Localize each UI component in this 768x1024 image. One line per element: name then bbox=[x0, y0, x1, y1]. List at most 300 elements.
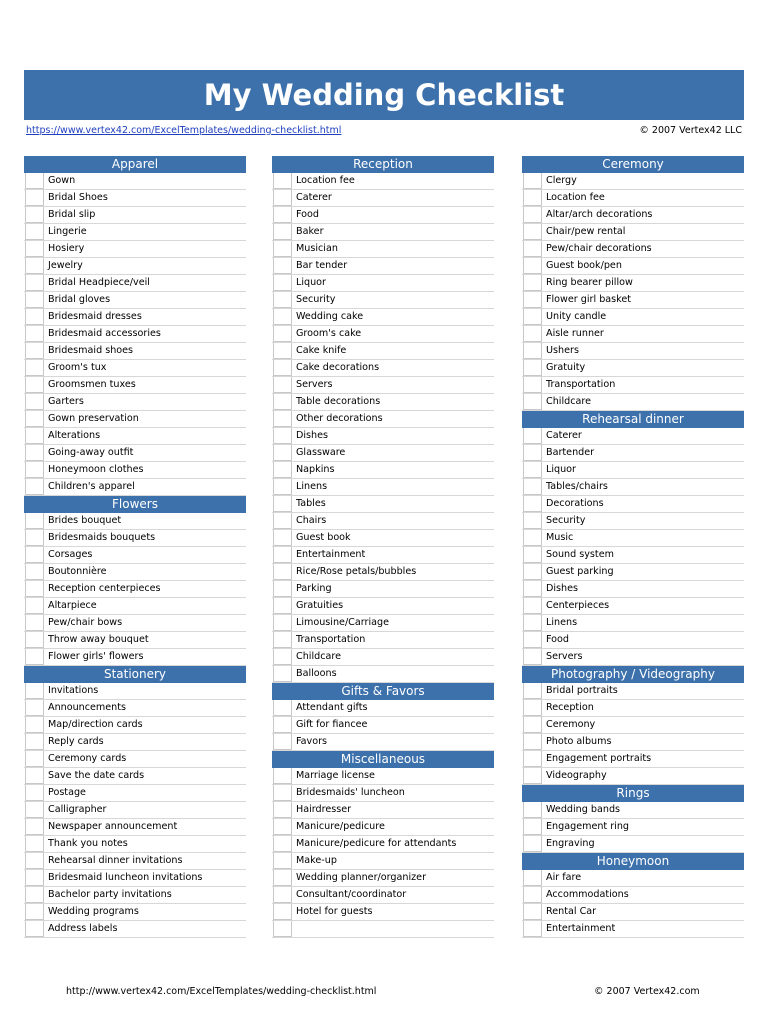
checklist-row bbox=[24, 870, 246, 887]
checkbox-cell[interactable] bbox=[273, 496, 292, 512]
checklist-item-label: Invitations bbox=[48, 685, 99, 696]
checklist-row bbox=[272, 581, 494, 598]
checkbox-cell[interactable] bbox=[273, 819, 292, 835]
checkbox-cell[interactable] bbox=[523, 360, 542, 376]
checklist-row bbox=[272, 887, 494, 904]
checklist-item-label: Bridal gloves bbox=[48, 294, 111, 305]
checklist-item-label: Honeymoon clothes bbox=[48, 464, 144, 475]
checklist-row bbox=[272, 615, 494, 632]
checkbox-cell[interactable] bbox=[523, 513, 542, 529]
checklist-row bbox=[522, 394, 744, 411]
checklist-item-label: Location fee bbox=[546, 192, 605, 203]
checkbox-cell[interactable] bbox=[523, 207, 542, 223]
checklist-item-label: Chairs bbox=[296, 515, 327, 526]
footer-url: http://www.vertex42.com/ExcelTemplates/wedding-checklist.html bbox=[66, 986, 377, 997]
checkbox-cell[interactable] bbox=[25, 768, 44, 784]
checklist-row bbox=[24, 853, 246, 870]
checkbox-cell[interactable] bbox=[523, 496, 542, 512]
checklist-item-label: Wedding programs bbox=[48, 906, 139, 917]
section-header: Rings bbox=[522, 785, 744, 802]
checkbox-cell[interactable] bbox=[25, 513, 44, 529]
checkbox-cell[interactable] bbox=[25, 394, 44, 410]
checklist-item-label: Childcare bbox=[546, 396, 591, 407]
checkbox-cell[interactable] bbox=[273, 258, 292, 274]
checkbox-cell[interactable] bbox=[523, 734, 542, 750]
checklist-row bbox=[272, 734, 494, 751]
checkbox-cell[interactable] bbox=[25, 921, 44, 937]
checkbox-cell[interactable] bbox=[25, 445, 44, 461]
checklist-row bbox=[24, 462, 246, 479]
checklist-row bbox=[522, 207, 744, 224]
checkbox-cell[interactable] bbox=[523, 241, 542, 257]
checklist-row bbox=[272, 326, 494, 343]
checkbox-cell[interactable] bbox=[523, 564, 542, 580]
checkbox-cell[interactable] bbox=[523, 921, 542, 937]
checkbox-cell[interactable] bbox=[25, 802, 44, 818]
checklist-row bbox=[24, 513, 246, 530]
section-header: Stationery bbox=[24, 666, 246, 683]
checkbox-cell[interactable] bbox=[523, 258, 542, 274]
checkbox-cell[interactable] bbox=[25, 649, 44, 665]
checkbox-cell[interactable] bbox=[25, 377, 44, 393]
checkbox-cell[interactable] bbox=[523, 462, 542, 478]
checklist-item-label: Altar/arch decorations bbox=[546, 209, 653, 220]
checklist-item-label: Entertainment bbox=[546, 923, 616, 934]
checklist-item-label: Gratuity bbox=[546, 362, 586, 373]
checklist-column-3 bbox=[522, 156, 744, 938]
checklist-item-label: Engagement ring bbox=[546, 821, 630, 832]
checklist-row bbox=[24, 207, 246, 224]
checklist-item-label: Corsages bbox=[48, 549, 93, 560]
checkbox-cell[interactable] bbox=[25, 224, 44, 240]
checklist-item-label: Wedding planner/organizer bbox=[296, 872, 427, 883]
checklist-item-label: Glassware bbox=[296, 447, 346, 458]
checkbox-cell[interactable] bbox=[25, 581, 44, 597]
checklist-row bbox=[522, 377, 744, 394]
checklist-row bbox=[522, 224, 744, 241]
checkbox-cell[interactable] bbox=[273, 768, 292, 784]
checklist-item-label: Table decorations bbox=[296, 396, 381, 407]
checklist-row bbox=[522, 462, 744, 479]
checkbox-cell[interactable] bbox=[273, 836, 292, 852]
checklist-item-label: Marriage license bbox=[296, 770, 375, 781]
checklist-row bbox=[522, 513, 744, 530]
checklist-row bbox=[272, 564, 494, 581]
checklist-item-label: Flower girl basket bbox=[546, 294, 632, 305]
checklist-row bbox=[522, 479, 744, 496]
checklist-item-label: Engagement portraits bbox=[546, 753, 652, 764]
checklist-item-label: Bartender bbox=[546, 447, 595, 458]
checklist-row bbox=[272, 394, 494, 411]
checklist-row bbox=[24, 581, 246, 598]
checklist-item-label: Guest parking bbox=[546, 566, 614, 577]
checkbox-cell[interactable] bbox=[273, 530, 292, 546]
checklist-item-label: Food bbox=[546, 634, 570, 645]
checkbox-cell[interactable] bbox=[273, 785, 292, 801]
checkbox-cell[interactable] bbox=[273, 479, 292, 495]
checklist-row bbox=[24, 564, 246, 581]
checklist-row bbox=[272, 462, 494, 479]
checklist-item-label: Groomsmen tuxes bbox=[48, 379, 136, 390]
checkbox-cell[interactable] bbox=[523, 819, 542, 835]
header-copyright: © 2007 Vertex42 LLC bbox=[639, 125, 742, 136]
checklist-row bbox=[24, 700, 246, 717]
checkbox-cell[interactable] bbox=[273, 394, 292, 410]
checklist-item-label: Alterations bbox=[48, 430, 101, 441]
checkbox-cell[interactable] bbox=[273, 173, 292, 189]
checklist-section bbox=[272, 156, 494, 683]
checkbox-cell[interactable] bbox=[523, 292, 542, 308]
checklist-row bbox=[522, 751, 744, 768]
header-link[interactable]: https://www.vertex42.com/ExcelTemplates/wedding-checklist.html bbox=[26, 125, 342, 136]
checklist-column-2 bbox=[272, 156, 494, 938]
checklist-item-label: Cake knife bbox=[296, 345, 347, 356]
checklist-row bbox=[522, 615, 744, 632]
checkbox-cell[interactable] bbox=[273, 377, 292, 393]
checklist-section bbox=[24, 156, 246, 496]
checklist-item-label: Manicure/pedicure bbox=[296, 821, 385, 832]
checkbox-cell[interactable] bbox=[523, 581, 542, 597]
checkbox-cell[interactable] bbox=[523, 173, 542, 189]
checklist-row bbox=[522, 309, 744, 326]
checkbox-cell[interactable] bbox=[25, 853, 44, 869]
checklist-row bbox=[272, 360, 494, 377]
checkbox-cell[interactable] bbox=[523, 445, 542, 461]
checklist-row bbox=[24, 921, 246, 938]
checkbox-cell[interactable] bbox=[273, 428, 292, 444]
checklist-row bbox=[24, 479, 246, 496]
checklist-item-label: Linens bbox=[296, 481, 328, 492]
checkbox-cell[interactable] bbox=[25, 615, 44, 631]
checkbox-cell[interactable] bbox=[273, 581, 292, 597]
checklist-row bbox=[24, 241, 246, 258]
checkbox-cell[interactable] bbox=[523, 683, 542, 699]
section-header: Flowers bbox=[24, 496, 246, 513]
checkbox-cell[interactable] bbox=[523, 530, 542, 546]
checklist-item-label: Security bbox=[296, 294, 336, 305]
checklist-item-label: Reception centerpieces bbox=[48, 583, 161, 594]
checklist-row bbox=[522, 530, 744, 547]
checkbox-cell[interactable] bbox=[273, 207, 292, 223]
checkbox-cell[interactable] bbox=[273, 513, 292, 529]
section-header: Ceremony bbox=[522, 156, 744, 173]
checkbox-cell[interactable] bbox=[25, 241, 44, 257]
checklist-item-label: Servers bbox=[546, 651, 583, 662]
checkbox-cell[interactable] bbox=[523, 802, 542, 818]
checklist-item-label: Save the date cards bbox=[48, 770, 145, 781]
checkbox-cell[interactable] bbox=[273, 887, 292, 903]
checklist-row bbox=[272, 190, 494, 207]
checkbox-cell[interactable] bbox=[273, 632, 292, 648]
checkbox-cell[interactable] bbox=[25, 547, 44, 563]
checklist-row bbox=[522, 683, 744, 700]
section-header: Gifts & Favors bbox=[272, 683, 494, 700]
checklist-item-label: Musician bbox=[296, 243, 338, 254]
checklist-row bbox=[24, 377, 246, 394]
checklist-row bbox=[24, 598, 246, 615]
checkbox-cell[interactable] bbox=[25, 564, 44, 580]
checkbox-cell[interactable] bbox=[273, 717, 292, 733]
section-header: Reception bbox=[272, 156, 494, 173]
checkbox-cell[interactable] bbox=[523, 870, 542, 886]
checklist-item-label: Dishes bbox=[546, 583, 579, 594]
checkbox-cell[interactable] bbox=[523, 700, 542, 716]
checkbox-cell[interactable] bbox=[25, 479, 44, 495]
checkbox-cell[interactable] bbox=[25, 717, 44, 733]
checklist-row bbox=[522, 887, 744, 904]
checkbox-cell[interactable] bbox=[523, 632, 542, 648]
checkbox-cell[interactable] bbox=[25, 598, 44, 614]
checklist-row bbox=[24, 530, 246, 547]
checklist-item-label: Clergy bbox=[546, 175, 577, 186]
checkbox-cell[interactable] bbox=[25, 870, 44, 886]
checklist-item-label: Guest book/pen bbox=[546, 260, 622, 271]
checklist-row bbox=[272, 275, 494, 292]
checkbox-cell[interactable] bbox=[523, 598, 542, 614]
checklist-item-label: Rice/Rose petals/bubbles bbox=[296, 566, 417, 577]
checklist-row bbox=[24, 343, 246, 360]
checklist-column-1 bbox=[24, 156, 246, 938]
checkbox-cell[interactable] bbox=[25, 462, 44, 478]
checklist-row bbox=[272, 445, 494, 462]
checkbox-cell[interactable] bbox=[273, 292, 292, 308]
checkbox-cell[interactable] bbox=[273, 802, 292, 818]
checklist-item-label: Gown bbox=[48, 175, 76, 186]
checklist-item-label: Bridesmaids' luncheon bbox=[296, 787, 405, 798]
checkbox-cell[interactable] bbox=[273, 326, 292, 342]
checkbox-cell[interactable] bbox=[273, 649, 292, 665]
checklist-item-label: Chair/pew rental bbox=[546, 226, 626, 237]
checklist-item-label: Bridal portraits bbox=[546, 685, 618, 696]
checkbox-cell[interactable] bbox=[25, 632, 44, 648]
checklist-item-label: Manicure/pedicure for attendants bbox=[296, 838, 457, 849]
checklist-item-label: Parking bbox=[296, 583, 332, 594]
checklist-section bbox=[522, 785, 744, 853]
checklist-item-label: Caterer bbox=[296, 192, 332, 203]
checklist-item-label: Bridal Headpiece/veil bbox=[48, 277, 150, 288]
checklist-item-label: Linens bbox=[546, 617, 578, 628]
checklist-section bbox=[522, 156, 744, 411]
checkbox-cell[interactable] bbox=[273, 564, 292, 580]
checklist-item-label: Address labels bbox=[48, 923, 118, 934]
checklist-item-label: Wedding bands bbox=[546, 804, 621, 815]
checkbox-cell[interactable] bbox=[25, 411, 44, 427]
checklist-item-label: Ushers bbox=[546, 345, 579, 356]
checkbox-cell[interactable] bbox=[25, 326, 44, 342]
checklist-row bbox=[272, 428, 494, 445]
checklist-row bbox=[272, 802, 494, 819]
checkbox-cell[interactable] bbox=[523, 887, 542, 903]
checkbox-cell[interactable] bbox=[523, 904, 542, 920]
checklist-item-label: Bridesmaid shoes bbox=[48, 345, 134, 356]
checklist-item-label: Ring bearer pillow bbox=[546, 277, 633, 288]
checklist-row bbox=[24, 292, 246, 309]
checkbox-cell[interactable] bbox=[25, 207, 44, 223]
checkbox-cell[interactable] bbox=[273, 615, 292, 631]
checkbox-cell[interactable] bbox=[25, 785, 44, 801]
checklist-item-label: Announcements bbox=[48, 702, 127, 713]
checklist-item-label: Bridal slip bbox=[48, 209, 96, 220]
checklist-item-label: Rental Car bbox=[546, 906, 597, 917]
checklist-item-label: Ceremony cards bbox=[48, 753, 127, 764]
checkbox-cell[interactable] bbox=[25, 309, 44, 325]
checkbox-cell[interactable] bbox=[523, 428, 542, 444]
checkbox-cell[interactable] bbox=[273, 360, 292, 376]
checklist-item-label: Transportation bbox=[546, 379, 616, 390]
checkbox-cell[interactable] bbox=[25, 343, 44, 359]
checklist-item-label: Servers bbox=[296, 379, 333, 390]
checklist-row bbox=[272, 224, 494, 241]
checklist-row bbox=[522, 547, 744, 564]
checklist-row bbox=[272, 649, 494, 666]
checkbox-cell[interactable] bbox=[273, 462, 292, 478]
checkbox-cell[interactable] bbox=[25, 292, 44, 308]
checklist-item-label: Music bbox=[546, 532, 574, 543]
checkbox-cell[interactable] bbox=[25, 904, 44, 920]
checklist-row bbox=[24, 258, 246, 275]
checklist-item-label: Bridesmaids bouquets bbox=[48, 532, 156, 543]
checkbox-cell[interactable] bbox=[273, 666, 292, 682]
checklist-row bbox=[24, 836, 246, 853]
checkbox-cell[interactable] bbox=[273, 904, 292, 920]
checkbox-cell[interactable] bbox=[25, 819, 44, 835]
checklist-item-label: Guest book bbox=[296, 532, 351, 543]
checklist-item-label: Newspaper announcement bbox=[48, 821, 178, 832]
checklist-row bbox=[24, 309, 246, 326]
checklist-item-label: Make-up bbox=[296, 855, 337, 866]
checklist-row bbox=[24, 819, 246, 836]
checklist-row bbox=[272, 785, 494, 802]
checkbox-cell[interactable] bbox=[523, 190, 542, 206]
checkbox-cell[interactable] bbox=[25, 751, 44, 767]
checklist-row bbox=[522, 649, 744, 666]
checkbox-cell[interactable] bbox=[273, 190, 292, 206]
checkbox-cell[interactable] bbox=[273, 309, 292, 325]
checkbox-cell[interactable] bbox=[523, 343, 542, 359]
checkbox-cell[interactable] bbox=[25, 258, 44, 274]
checkbox-cell[interactable] bbox=[523, 615, 542, 631]
checkbox-cell[interactable] bbox=[523, 751, 542, 767]
checkbox-cell[interactable] bbox=[523, 326, 542, 342]
footer-copyright: © 2007 Vertex42.com bbox=[594, 986, 700, 997]
checklist-item-label: Favors bbox=[296, 736, 328, 747]
checkbox-cell[interactable] bbox=[523, 275, 542, 291]
checkbox-cell[interactable] bbox=[25, 683, 44, 699]
checkbox-cell[interactable] bbox=[25, 428, 44, 444]
checkbox-cell[interactable] bbox=[273, 275, 292, 291]
checkbox-cell[interactable] bbox=[25, 700, 44, 716]
checklist-row bbox=[272, 632, 494, 649]
checkbox-cell[interactable] bbox=[273, 445, 292, 461]
checklist-item-label: Engraving bbox=[546, 838, 595, 849]
checklist-row bbox=[24, 275, 246, 292]
checkbox-cell[interactable] bbox=[523, 224, 542, 240]
checklist-row bbox=[522, 904, 744, 921]
checklist-row bbox=[24, 547, 246, 564]
checklist-row bbox=[24, 768, 246, 785]
checklist-item-label: Childcare bbox=[296, 651, 341, 662]
checkbox-cell[interactable] bbox=[523, 377, 542, 393]
checklist-row bbox=[522, 343, 744, 360]
checkbox-cell[interactable] bbox=[273, 853, 292, 869]
checkbox-cell[interactable] bbox=[523, 768, 542, 784]
checkbox-cell[interactable] bbox=[273, 411, 292, 427]
checklist-row bbox=[272, 666, 494, 683]
checkbox-cell[interactable] bbox=[523, 836, 542, 852]
checklist-item-label: Napkins bbox=[296, 464, 335, 475]
checkbox-cell[interactable] bbox=[523, 717, 542, 733]
checklist-row bbox=[272, 836, 494, 853]
checklist-row bbox=[272, 241, 494, 258]
checklist-item-label: Rehearsal dinner invitations bbox=[48, 855, 183, 866]
checklist-row bbox=[522, 190, 744, 207]
checklist-row bbox=[272, 309, 494, 326]
checkbox-cell[interactable] bbox=[25, 275, 44, 291]
checkbox-cell[interactable] bbox=[273, 700, 292, 716]
checklist-item-label: Calligrapher bbox=[48, 804, 107, 815]
checkbox-cell[interactable] bbox=[523, 309, 542, 325]
checkbox-cell[interactable] bbox=[273, 241, 292, 257]
checklist-row bbox=[272, 530, 494, 547]
checklist-section bbox=[272, 751, 494, 938]
checkbox-cell[interactable] bbox=[273, 734, 292, 750]
checklist-row bbox=[522, 326, 744, 343]
checkbox-cell[interactable] bbox=[523, 394, 542, 410]
checklist-item-label: Photo albums bbox=[546, 736, 612, 747]
checkbox-cell[interactable] bbox=[25, 734, 44, 750]
checkbox-cell[interactable] bbox=[273, 598, 292, 614]
checkbox-cell[interactable] bbox=[25, 190, 44, 206]
checklist-row bbox=[522, 836, 744, 853]
checkbox-cell[interactable] bbox=[273, 547, 292, 563]
checkbox-cell[interactable] bbox=[25, 530, 44, 546]
checklist-row bbox=[272, 479, 494, 496]
checklist-item-label: Bridal Shoes bbox=[48, 192, 108, 203]
checkbox-cell[interactable] bbox=[523, 479, 542, 495]
checkbox-cell[interactable] bbox=[273, 870, 292, 886]
checklist-item-label: Thank you notes bbox=[48, 838, 128, 849]
checklist-row bbox=[522, 496, 744, 513]
checklist-row bbox=[522, 258, 744, 275]
checkbox-cell[interactable] bbox=[273, 224, 292, 240]
checklist-row bbox=[522, 734, 744, 751]
section-header: Apparel bbox=[24, 156, 246, 173]
checkbox-cell[interactable] bbox=[273, 343, 292, 359]
checklist-row bbox=[272, 207, 494, 224]
checklist-item-label: Accommodations bbox=[546, 889, 629, 900]
checkbox-cell[interactable] bbox=[25, 360, 44, 376]
checklist-row bbox=[272, 496, 494, 513]
checklist-item-label: Tables bbox=[296, 498, 326, 509]
checkbox-cell[interactable] bbox=[25, 836, 44, 852]
section-header: Miscellaneous bbox=[272, 751, 494, 768]
checklist-row bbox=[522, 700, 744, 717]
checklist-item-label: Caterer bbox=[546, 430, 582, 441]
checklist-row bbox=[24, 683, 246, 700]
checklist-row bbox=[24, 428, 246, 445]
checkbox-cell[interactable] bbox=[25, 173, 44, 189]
checklist-section bbox=[522, 411, 744, 666]
checklist-row bbox=[24, 887, 246, 904]
checklist-item-label: Entertainment bbox=[296, 549, 366, 560]
checkbox-cell[interactable] bbox=[523, 547, 542, 563]
checkbox-cell[interactable] bbox=[273, 921, 292, 937]
section-header: Honeymoon bbox=[522, 853, 744, 870]
checkbox-cell[interactable] bbox=[523, 649, 542, 665]
checklist-row bbox=[272, 717, 494, 734]
checkbox-cell[interactable] bbox=[25, 887, 44, 903]
checklist-row bbox=[272, 377, 494, 394]
